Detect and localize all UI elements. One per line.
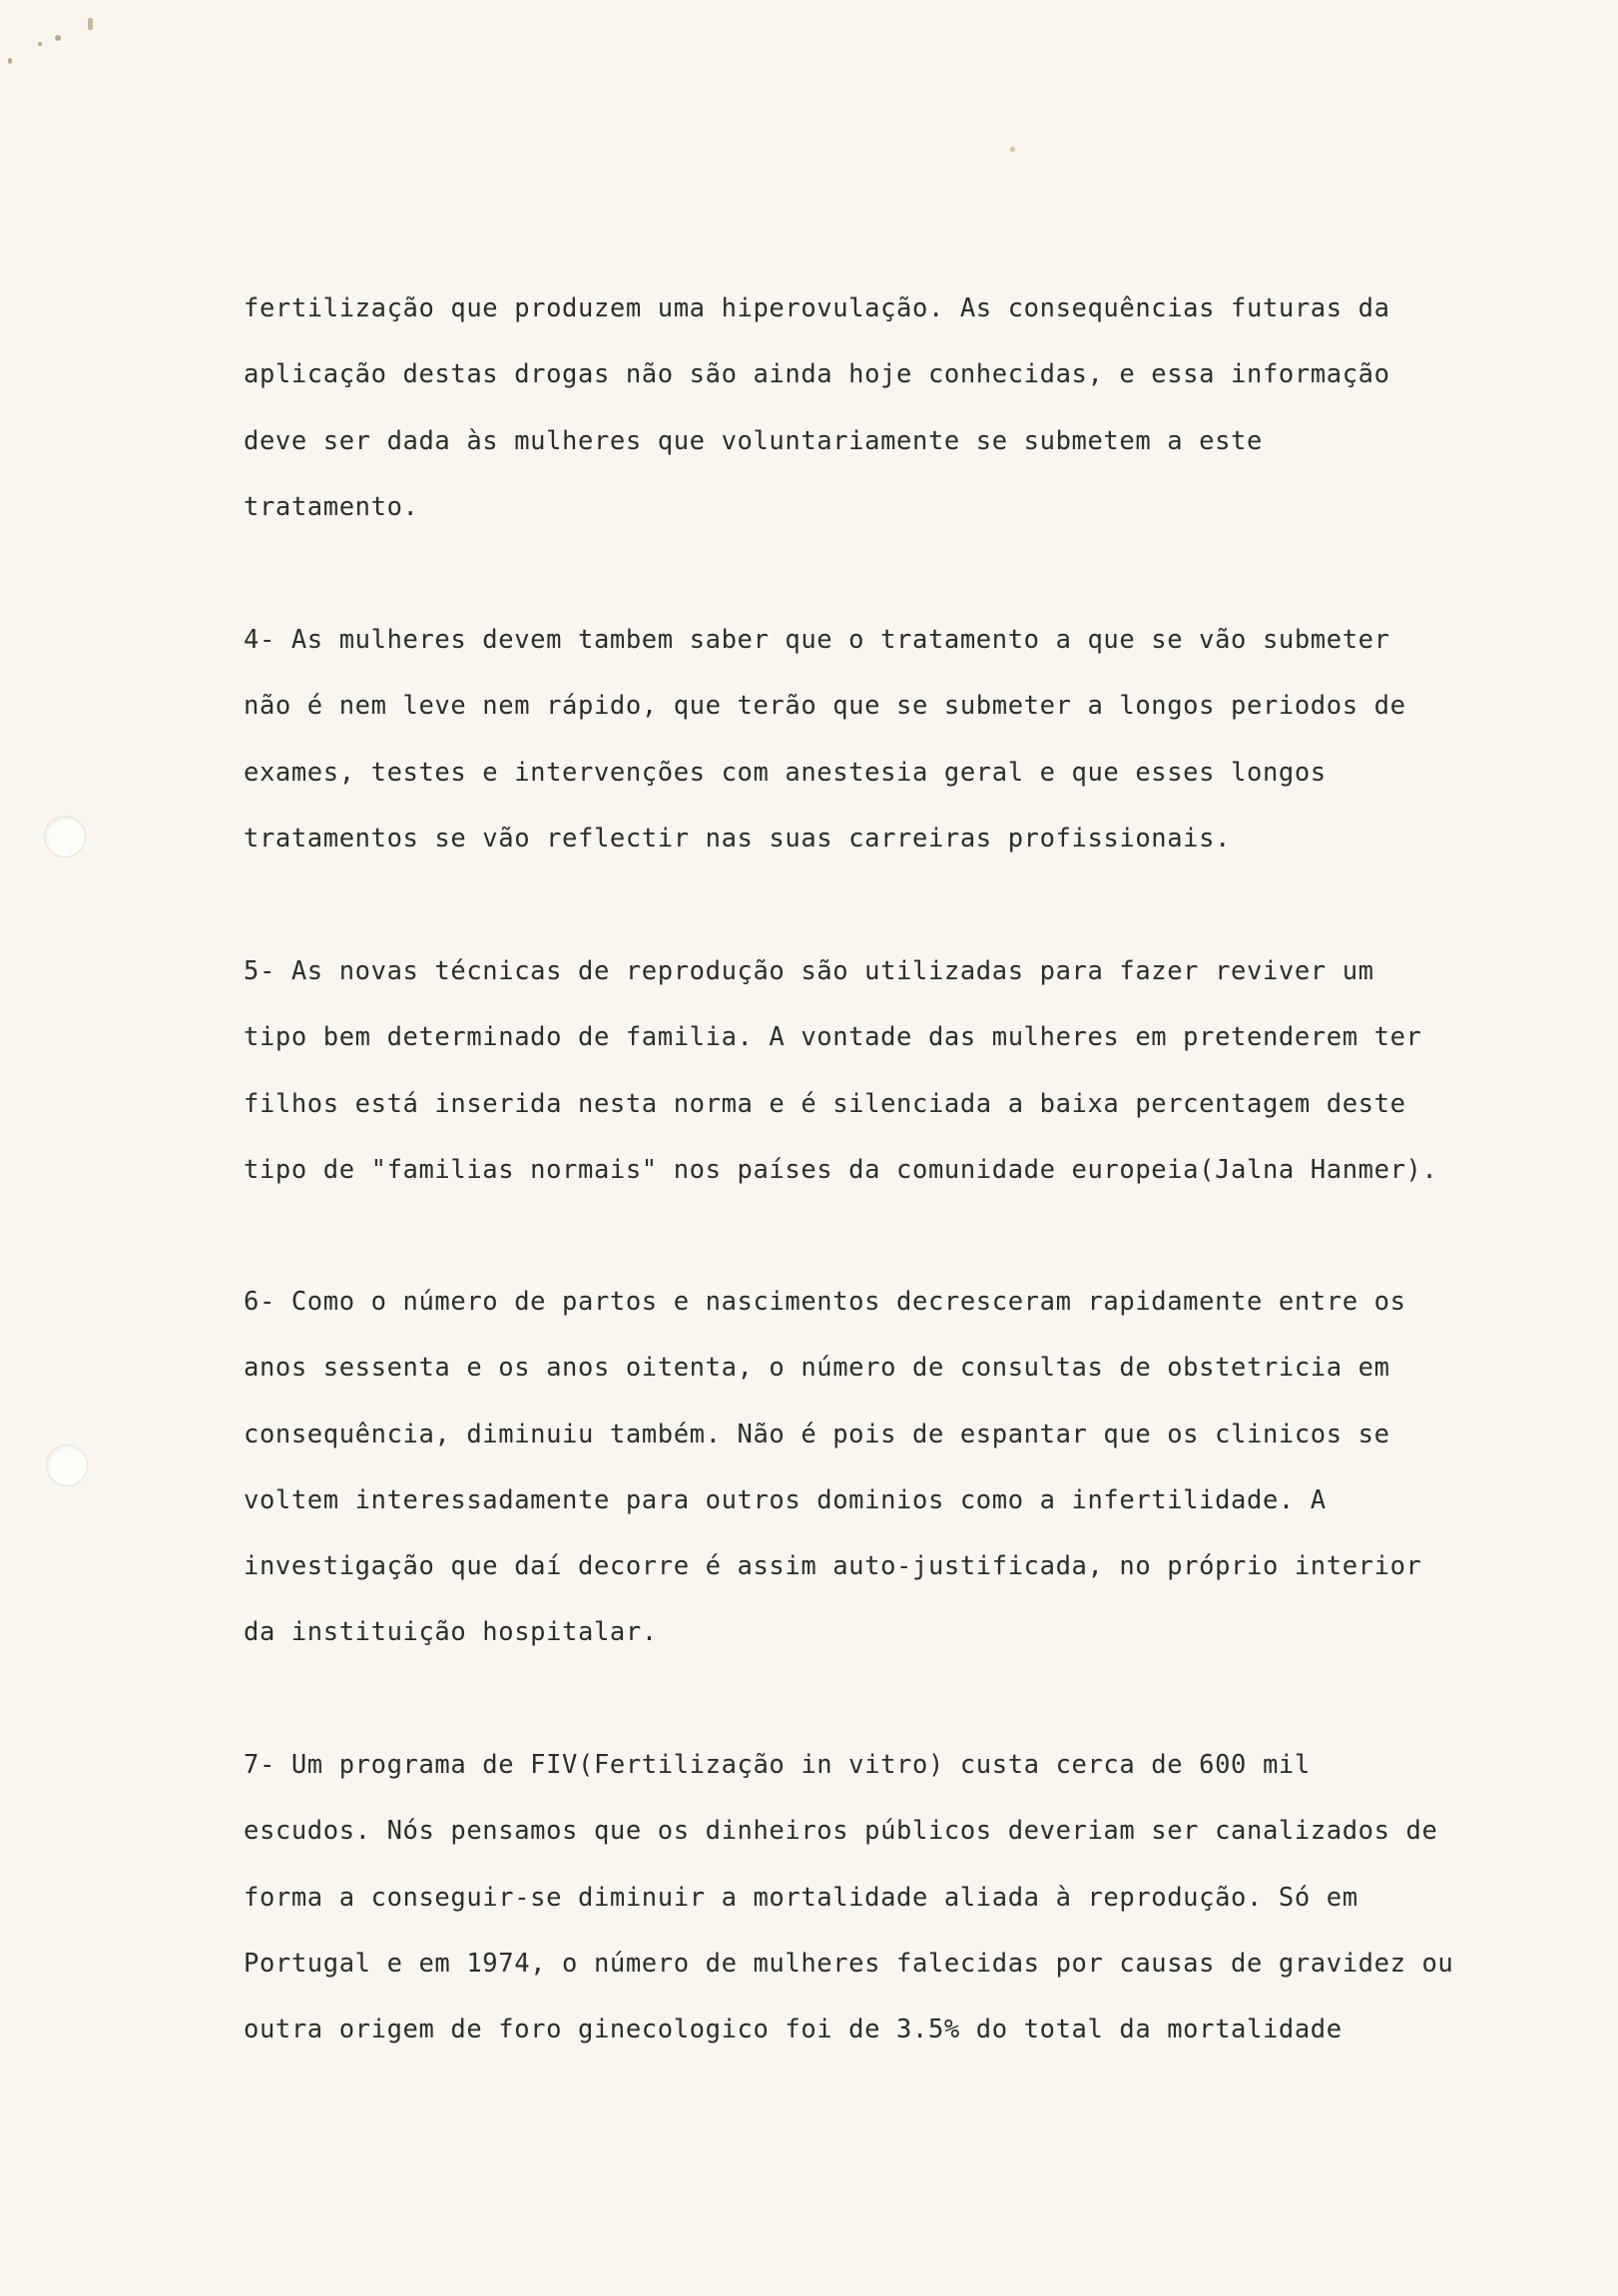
paragraph-item-5 [244, 938, 1521, 1203]
text-line: filhos está inserida nesta norma e é silenciada a baixa percentagem deste [244, 1088, 1406, 1119]
paragraph-item-7 [244, 1732, 1521, 2062]
text-line: 6- Como o número de partos e nascimentos decresceram rapidamente entre os [244, 1287, 1406, 1317]
text-line: anos sessenta e os anos oitenta, o número de consultas de obstetricia em [244, 1353, 1390, 1384]
paper-speck [8, 58, 12, 64]
text-line: fertilização que produzem uma hiperovulação. As consequências futuras da [244, 293, 1390, 323]
text-line: forma a conseguir-se diminuir a mortalidade aliada à reprodução. Só em [244, 1882, 1358, 1913]
paragraph-item-6 [244, 1269, 1521, 1666]
text-line: tipo bem determinado de familia. A vontade das mulheres em pretenderem ter [244, 1022, 1422, 1053]
text-line: escudos. Nós pensamos que os dinheiros públicos deveriam ser canalizados de [244, 1816, 1438, 1847]
paper-speck [55, 35, 61, 41]
punch-hole [46, 1444, 88, 1486]
text-line: da instituição hospitalar. [244, 1617, 658, 1648]
text-line: tratamentos se vão reflectir nas suas carreiras profissionais. [244, 823, 1232, 854]
text-line: Portugal e em 1974, o número de mulheres falecidas por causas de gravidez ou [244, 1948, 1454, 1979]
text-line: tipo de "familias normais" nos países da comunidade europeia(Jalna Hanmer). [244, 1154, 1438, 1185]
text-line: exames, testes e intervenções com anestesia geral e que esses longos [244, 757, 1327, 788]
paper-speck [1010, 147, 1015, 152]
text-line: 7- Um programa de FIV(Fertilização in vitro) custa cerca de 600 mil [244, 1750, 1311, 1780]
text-line: 5- As novas técnicas de reprodução são utilizadas para fazer reviver um [244, 956, 1374, 986]
text-line: outra origem de foro ginecologico foi de 3.5% do total da mortalidade [244, 2014, 1343, 2045]
paragraph-item-4 [244, 607, 1521, 871]
paper-speck [38, 42, 42, 46]
text-line: consequência, diminuiu também. Não é pois de espantar que os clinicos se [244, 1419, 1390, 1449]
text-line: 4- As mulheres devem tambem saber que o tratamento a que se vão submeter [244, 625, 1390, 655]
paragraph [244, 276, 1521, 540]
text-line: não é nem leve nem rápido, que terão que se submeter a longos periodos de [244, 691, 1406, 722]
text-line: tratamento. [244, 491, 419, 522]
punch-hole [44, 816, 86, 858]
paper-speck [88, 18, 93, 30]
text-line: investigação que daí decorre é assim auto-justificada, no próprio interior [244, 1551, 1422, 1582]
text-line: aplicação destas drogas não são ainda hoje conhecidas, e essa informação [244, 359, 1390, 390]
text-line: deve ser dada às mulheres que voluntariamente se submetem a este [244, 425, 1263, 456]
text-line: voltem interessadamente para outros dominios como a infertilidade. A [244, 1484, 1327, 1515]
